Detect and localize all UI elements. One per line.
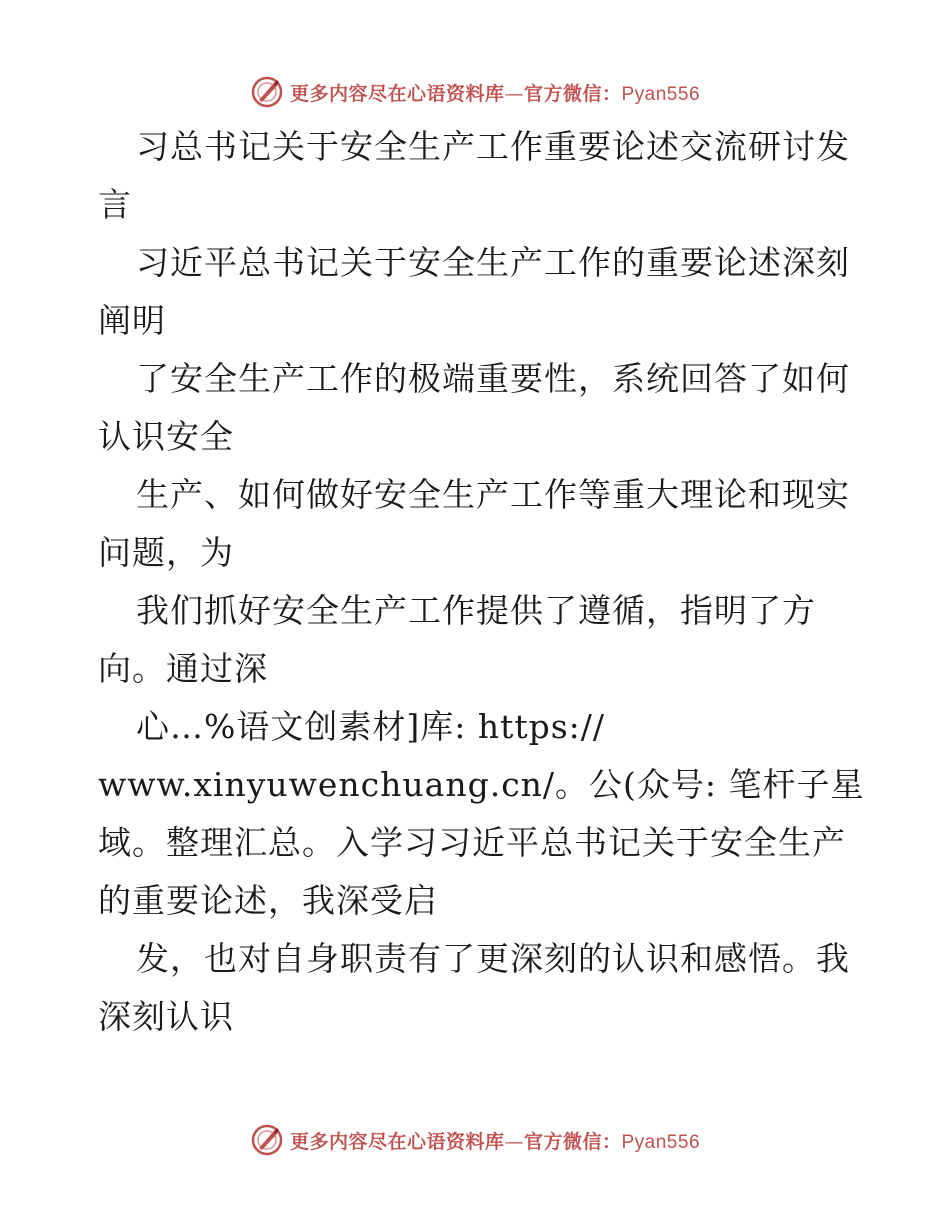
banner-wechat-id: Pyan556 xyxy=(621,83,701,105)
text-line: 习总书记关于安全生产工作重要论述交流研讨发 xyxy=(136,127,850,166)
text-line: 深刻认识 xyxy=(98,997,234,1036)
banner-separator: — xyxy=(504,1130,524,1153)
document-body xyxy=(98,118,865,1046)
pen-logo-icon xyxy=(250,75,284,109)
banner-text xyxy=(290,1127,700,1154)
footer-banner xyxy=(0,1118,950,1162)
pen-logo-icon xyxy=(250,1123,284,1157)
text-line: 认识安全 xyxy=(98,417,234,456)
banner-main: 更多内容尽在心语资料库 xyxy=(289,1130,505,1153)
banner-label: 官方微信： xyxy=(523,1130,622,1153)
text-line: 习近平总书记关于安全生产工作的重要论述深刻 xyxy=(136,243,850,282)
text-line: 生产、如何做好安全生产工作等重大理论和现实 xyxy=(136,475,850,514)
banner-label: 官方微信： xyxy=(523,82,622,105)
text-line: 言 xyxy=(98,185,132,224)
text-line: 向。通过深 xyxy=(98,649,268,688)
text-line: 阐明 xyxy=(98,301,166,340)
banner-separator: — xyxy=(504,82,524,105)
text-line: 我们抓好安全生产工作提供了遵循，指明了方 xyxy=(136,591,816,630)
text-line: 问题，为 xyxy=(98,533,234,572)
banner-wechat-id: Pyan556 xyxy=(621,1131,701,1153)
text-line: 心…%语文创素材]库: https:// xyxy=(136,707,606,746)
text-line: 了安全生产工作的极端重要性，系统回答了如何 xyxy=(136,359,850,398)
text-line: 域。整理汇总。入学习习近平总书记关于安全生产 xyxy=(98,823,846,862)
header-banner xyxy=(0,70,950,114)
banner-main: 更多内容尽在心语资料库 xyxy=(289,82,505,105)
banner-text xyxy=(290,79,700,106)
text-line: www.xinyuwenchuang.cn/。公(众号: 笔杆子星 xyxy=(98,765,865,804)
text-line: 的重要论述，我深受启 xyxy=(98,881,438,920)
text-line: 发，也对自身职责有了更深刻的认识和感悟。我 xyxy=(136,939,850,978)
